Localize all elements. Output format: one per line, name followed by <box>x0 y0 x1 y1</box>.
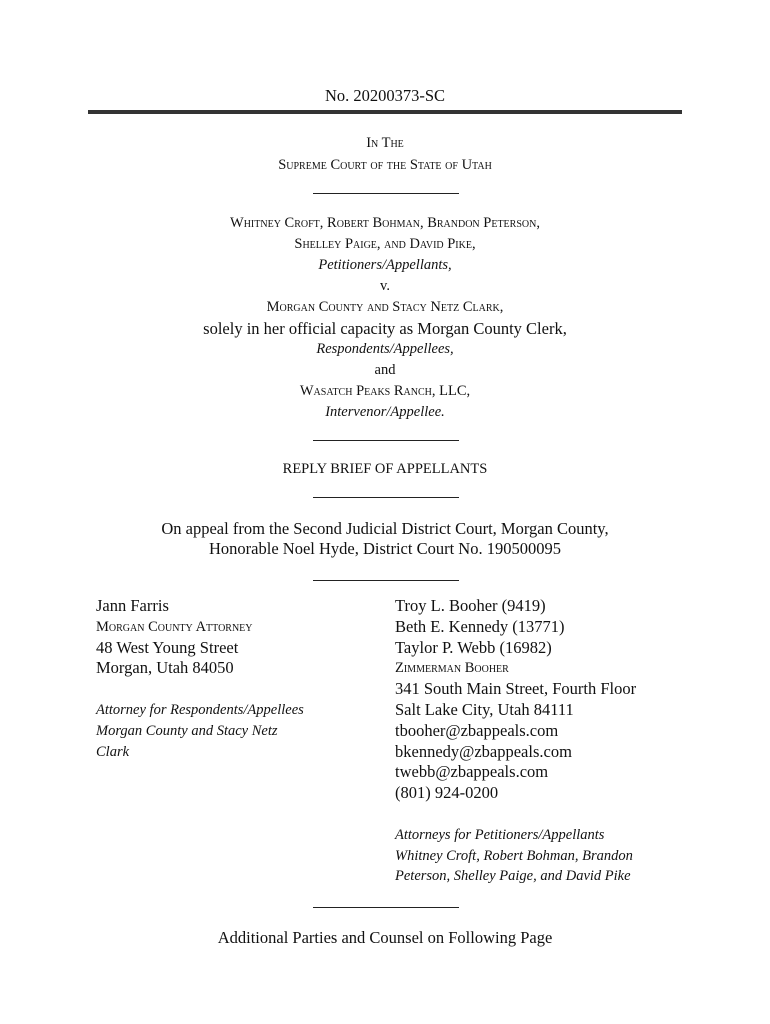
petitioners-line-1: Whitney Croft, Robert Bohman, Brandon Peterson, <box>230 215 540 231</box>
respondents-role: Respondents/Appellees, <box>316 341 454 357</box>
respondent-counsel-street: 48 West Young Street <box>96 637 239 657</box>
appellant-city: Salt Lake City, Utah 84111 <box>395 699 574 719</box>
divider <box>313 440 459 441</box>
appellant-firm: Zimmerman Booher <box>395 660 509 677</box>
appeal-line-1: On appeal from the Second Judicial District Court, Morgan County, <box>161 519 609 538</box>
appellant-role-2: Whitney Croft, Robert Bohman, Brandon <box>395 847 633 864</box>
intervenor-role: Intervenor/Appellee. <box>325 404 445 420</box>
footer-note: Additional Parties and Counsel on Following Page <box>217 928 553 947</box>
versus: v. <box>380 278 390 294</box>
respondent-counsel-office: Morgan County Attorney <box>96 618 253 635</box>
appellant-email-2: bkennedy@zbappeals.com <box>395 741 572 761</box>
appeal-line-2: Honorable Noel Hyde, District Court No. 190500095 <box>209 539 561 558</box>
respondents-line-2: solely in her official capacity as Morgan County Clerk, <box>203 319 567 338</box>
brief-title: REPLY BRIEF OF APPELLANTS <box>282 461 488 477</box>
appellant-email-1: tbooher@zbappeals.com <box>395 720 559 740</box>
petitioners-line-2: Shelley Paige, and David Pike, <box>294 236 476 252</box>
appellant-attorney-3: Taylor P. Webb (16982) <box>395 637 552 657</box>
respondent-counsel-block <box>96 596 304 762</box>
divider <box>313 580 459 581</box>
spacer <box>96 679 304 700</box>
spacer <box>395 804 636 825</box>
court-name: Supreme Court of the State of Utah <box>278 157 492 173</box>
and-connector: and <box>374 362 396 378</box>
court-line-1: In The <box>366 135 404 151</box>
divider <box>313 193 459 194</box>
appellant-attorney-1: Troy L. Booher (9419) <box>395 596 546 615</box>
respondent-counsel-role-3: Clark <box>96 743 130 760</box>
respondent-counsel-name: Jann Farris <box>96 596 169 615</box>
case-number: No. 20200373-SC <box>324 86 446 105</box>
intervenor-name: Wasatch Peaks Ranch, LLC, <box>299 383 471 399</box>
appellant-role-3: Peterson, Shelley Paige, and David Pike <box>395 868 631 885</box>
petitioners-role: Petitioners/Appellants, <box>318 257 452 273</box>
appellant-email-3: twebb@zbappeals.com <box>395 762 549 782</box>
appellant-phone: (801) 924-0200 <box>395 783 499 803</box>
appellant-role-1: Attorneys for Petitioners/Appellants <box>395 826 605 843</box>
divider <box>313 907 459 908</box>
respondent-counsel-role-2: Morgan County and Stacy Netz <box>96 722 278 739</box>
header-rule <box>88 110 682 114</box>
appellant-street: 341 South Main Street, Fourth Floor <box>395 679 637 699</box>
divider <box>313 497 459 498</box>
respondents-line-1: Morgan County and Stacy Netz Clark, <box>266 299 504 315</box>
appellant-counsel-block <box>395 596 636 887</box>
appellant-attorney-2: Beth E. Kennedy (13771) <box>395 616 565 636</box>
respondent-counsel-city: Morgan, Utah 84050 <box>96 658 234 678</box>
respondent-counsel-role-1: Attorney for Respondents/Appellees <box>96 701 304 718</box>
